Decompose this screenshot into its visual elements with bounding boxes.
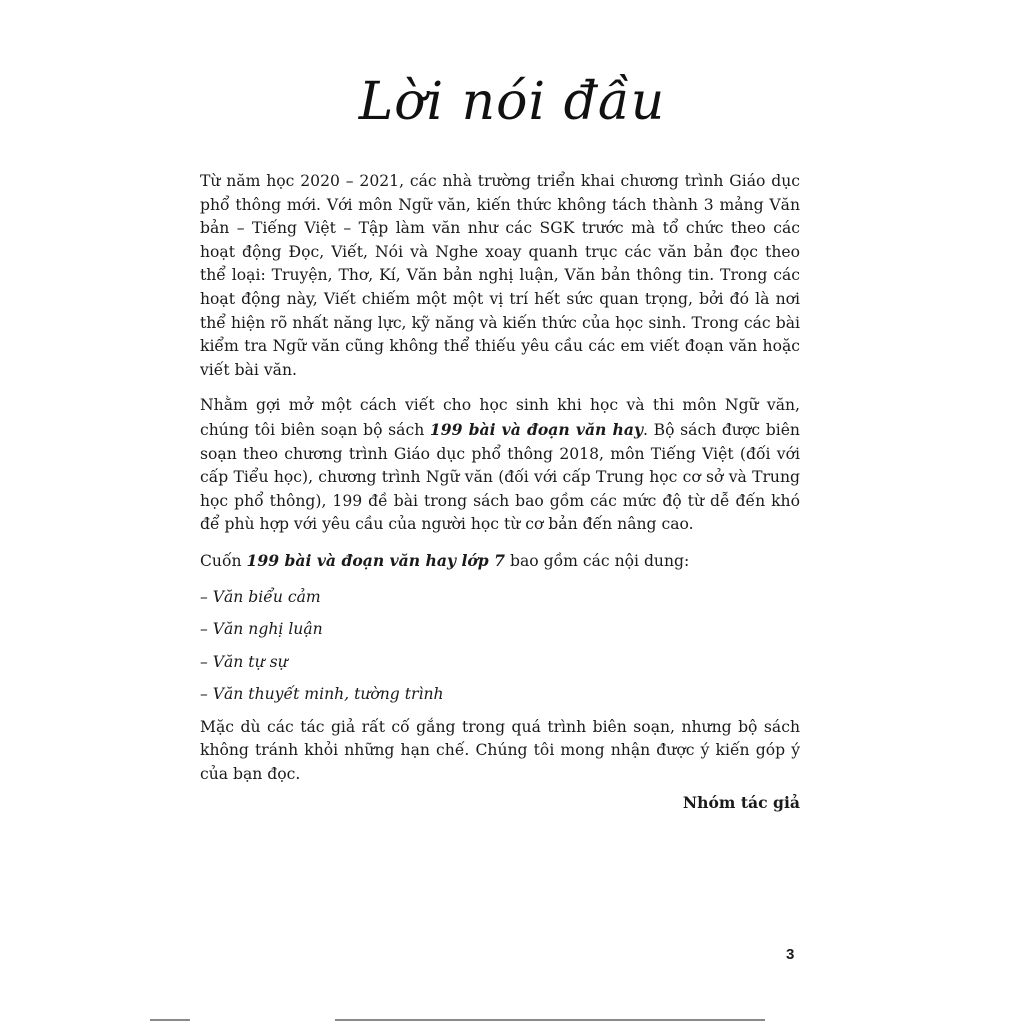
paragraph-closing: Mặc dù các tác giả rất cố gắng trong quá trình biên soạn, nhưng bộ sách không tránh khỏi những hạn chế. Chúng tôi mong nhận được ý kiến góp ý của bạn đọc. [200, 717, 800, 784]
page-title: Lời nói đầu [358, 72, 666, 132]
list-item: – Văn nghị luận [200, 620, 323, 639]
paragraph-intro: Từ năm học 2020 – 2021, các nhà trường triển khai chương trình Giáo dục phổ thông mới. Với môn Ngữ văn, kiến thức không tách thành 3 mảng Văn bản – Tiếng Việt – Tập làm văn như các SGK trước mà tổ chức theo các hoạt động Đọc, Viết, Nói và Nghe xoay quanh trục các văn bản đọc theo thể loại: Truyện, Thơ, Kí, Văn bản nghị luận, Văn bản thông tin. Trong các hoạt động này, Viết chiếm một một vị trí hết sức quan trọng, bởi đó là nơi thể hiện rõ nhất năng lực, kỹ năng và kiến thức của học sinh. Trong các bài kiểm tra Ngữ văn cũng không thể thiếu yêu cầu các em viết đoạn văn hoặc viết bài văn. [200, 172, 800, 379]
paragraph-contents-text-2: bao gồm các nội dung: [505, 551, 690, 570]
contents-list [200, 586, 800, 707]
paragraph-purpose-text-2: . Bộ sách được biên soạn theo chương trình Giáo dục phổ thông 2018, môn Tiếng Việt (đối với cấp Tiểu học), chương trình Ngữ văn (đối với cấp Trung học cơ sở và Trung học phổ thông), 199 đề bài trong sách bao gồm các mức độ từ dễ đến khó để phù hợp với yêu cầu của người học từ cơ bản đến nâng cao. [200, 420, 800, 534]
paragraph-purpose-text-1: Nhằm gợi mở một cách viết cho học sinh khi học và thi môn Ngữ văn, chúng tôi biên soạn bộ sách [200, 396, 800, 439]
list-item: – Văn tự sự [200, 652, 288, 671]
author-signature: Nhóm tác giả [682, 792, 800, 812]
list-item: – Văn thuyết minh, tường trình [200, 685, 444, 704]
book-title-emphasis: 199 bài và đoạn văn hay [429, 419, 644, 439]
paragraph-purpose [200, 394, 800, 537]
list-item: – Văn biểu cảm [200, 587, 321, 606]
book-title-grade-emphasis: 199 bài và đoạn văn hay lớp 7 [246, 550, 505, 570]
preface-body [200, 170, 800, 814]
page-edge-rule [335, 1019, 765, 1021]
page-edge-rule [150, 1019, 190, 1021]
paragraph-contents-intro [200, 549, 800, 574]
page-number: 3 [786, 946, 795, 963]
paragraph-contents-text-1: Cuốn [200, 551, 247, 570]
